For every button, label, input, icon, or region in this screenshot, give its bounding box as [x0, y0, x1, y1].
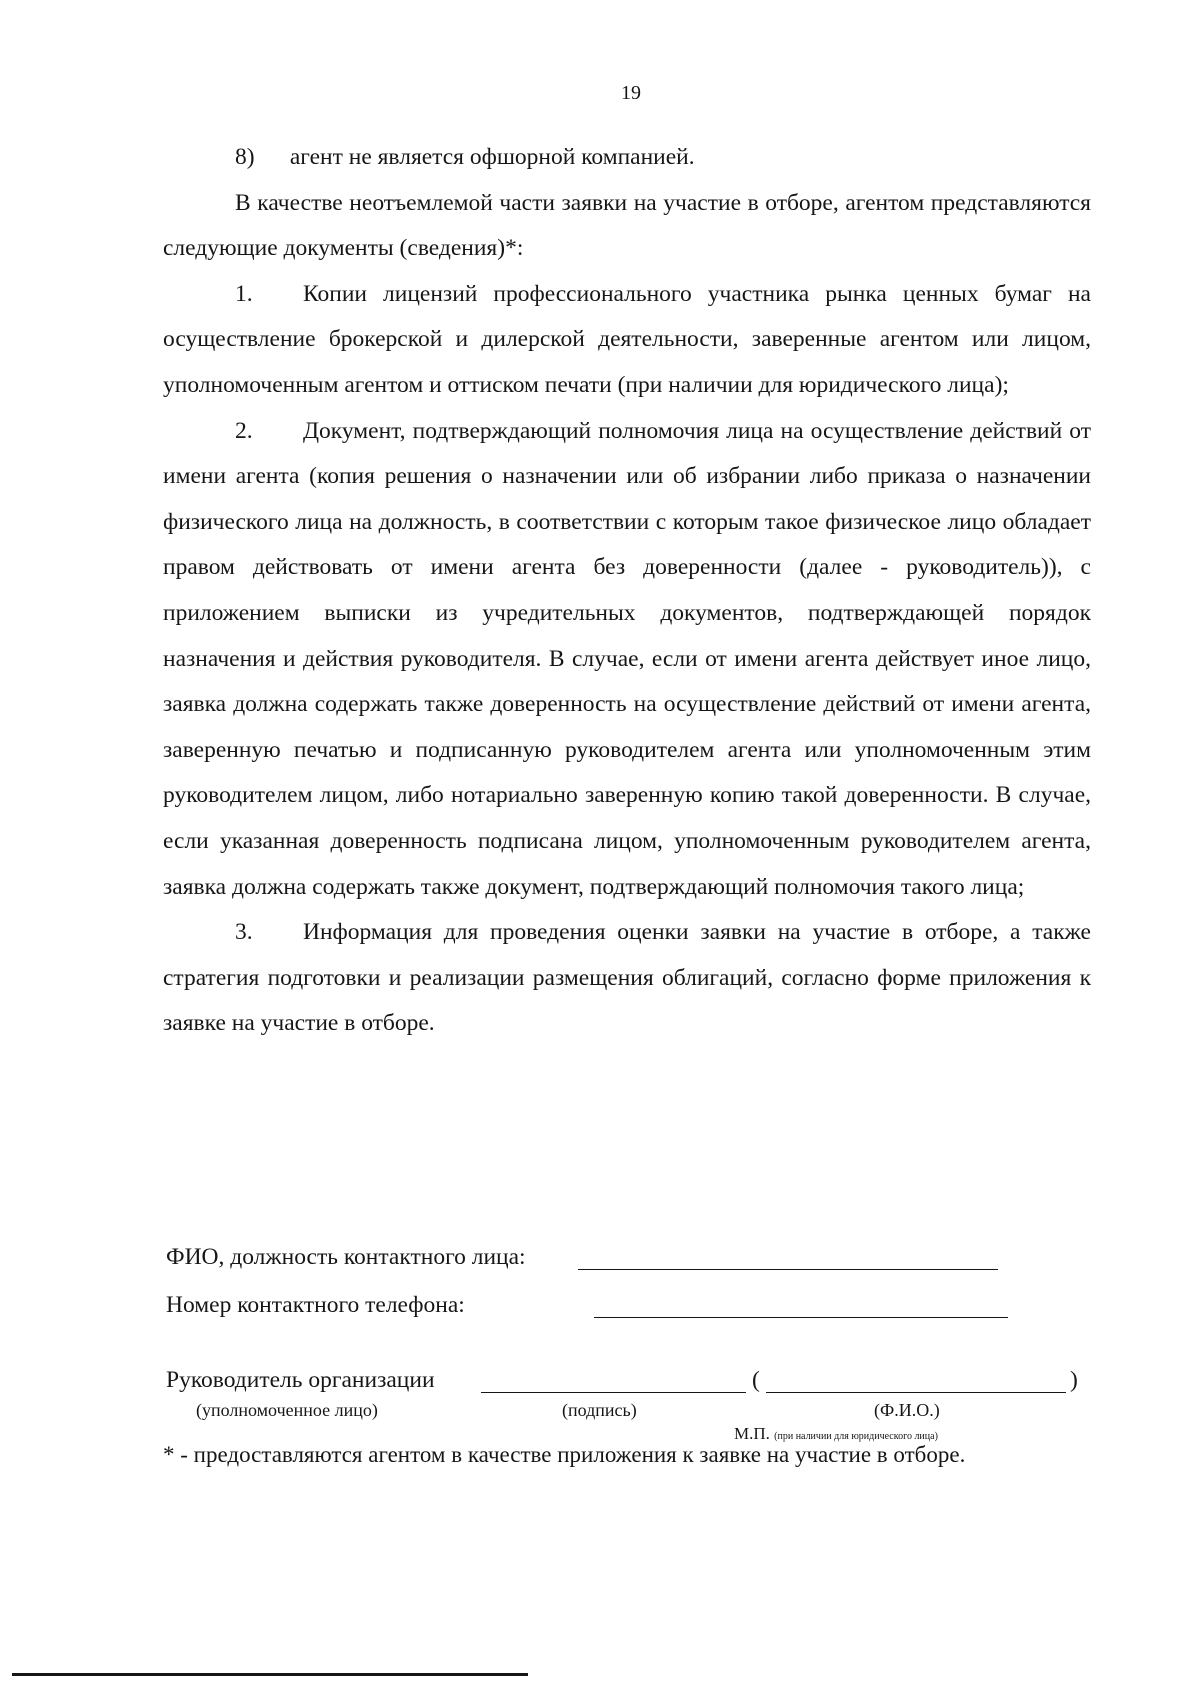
- contact-person-label: ФИО, должность контактного лица:: [166, 1244, 526, 1270]
- phone-label: Номер контактного телефона:: [166, 1292, 465, 1318]
- fio-field[interactable]: [766, 1368, 1066, 1393]
- paren-close: ): [1070, 1367, 1078, 1393]
- phone-field[interactable]: [594, 1293, 1008, 1318]
- caption-authorized-person: (уполномоченное лицо): [196, 1400, 378, 1420]
- document-item-3-text: Информация для проведения оценки заявки на участие в отборе, а также стратегия подготовки и реализации размещения облигаций, согласно форме приложения к заявке на участие в отборе.: [163, 919, 1091, 1037]
- document-item-2-number: 2.: [235, 417, 253, 444]
- footnote: * - предоставляются агентом в качестве приложения к заявке на участие в отборе.: [163, 1442, 966, 1467]
- document-item-3-number: 3.: [235, 919, 253, 946]
- footnote-separator-line: [12, 1673, 528, 1676]
- head-of-organization-label: Руководитель организации: [166, 1367, 435, 1393]
- documents-intro-paragraph: В качестве неотъемлемой части заявки на участие в отборе, агентом представляются следующие документы (сведения)*:: [163, 189, 1091, 262]
- phone-line: [166, 1285, 1096, 1325]
- contact-person-field[interactable]: [578, 1245, 998, 1270]
- document-item-1-number: 1.: [235, 280, 253, 307]
- document-item-2-text: Документ, подтверждающий полномочия лица на осуществление действий от имени агента (копия решения о назначении или об избрании либо приказа о назначении физического лица на должность, в соответствии с которым такое физическое лицо обладает правом действовать от имени агента без доверенности (далее - руководитель)), с приложением выписки из учредительных документов, подтверждающей порядок назначения и действия руководителя. В случае, если от имени агента действует иное лицо, заявка должна содержать также доверенность на осуществление действий от имени агента, заверенную печатью и подписанную руководителем агента или уполномоченным этим руководителем лицом, либо нотариально заверенную копию такой доверенности. В случае, если указанная доверенность подписана лицом, уполномоченным руководителем агента, заявка должна содержать также документ, подтверждающий полномочия такого лица;: [163, 417, 1091, 900]
- document-item-3: [163, 910, 1091, 1047]
- seal-place-label: М.П.: [734, 1424, 770, 1443]
- signature-field[interactable]: [481, 1368, 746, 1393]
- contact-person-line: [166, 1237, 1096, 1277]
- seal-place-condition: (при наличии для юридического лица): [774, 1431, 938, 1442]
- condition-item-8: [163, 135, 1091, 181]
- document-item-2: [163, 409, 1091, 911]
- signature-block: [166, 1360, 1096, 1443]
- contact-form-block: [166, 1237, 1096, 1325]
- page-number: 19: [621, 82, 641, 104]
- paren-open: (: [752, 1367, 760, 1393]
- document-item-1: [163, 272, 1091, 409]
- condition-item-8-text: 8) агент не является офшорной компанией.: [235, 144, 695, 170]
- document-body: [163, 135, 1091, 1047]
- caption-fio: (Ф.И.О.): [874, 1400, 940, 1420]
- document-item-1-text: Копии лицензий профессионального участника рынка ценных бумаг на осуществление брокерской и дилерской деятельности, заверенные агентом или лицом, уполномоченным агентом и оттиском печати (при наличии для юридического лица);: [163, 280, 1091, 398]
- caption-signature: (подпись): [562, 1400, 637, 1420]
- signature-line: [166, 1360, 1096, 1400]
